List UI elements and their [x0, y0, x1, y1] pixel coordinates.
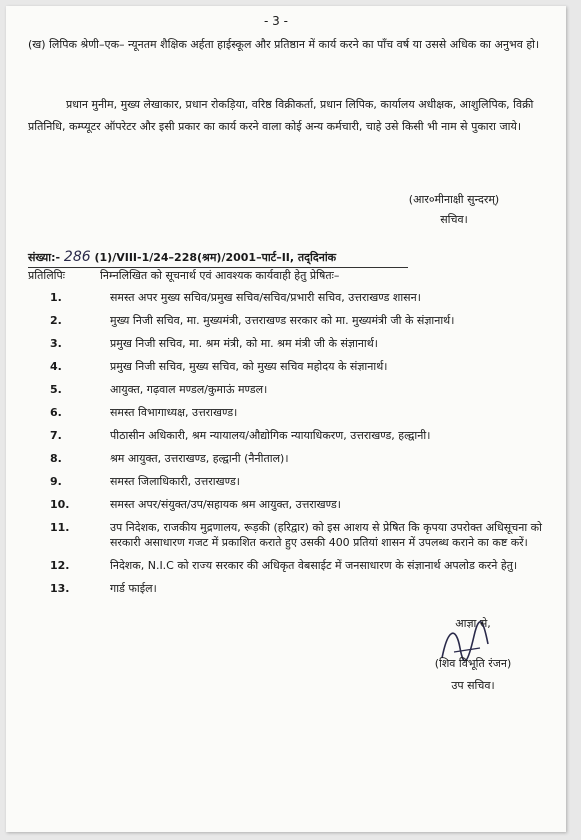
- signatory-name: (आर०मीनाक्षी सुन्दरम्): [408, 193, 500, 206]
- signature-block-secretary: [384, 190, 524, 230]
- copy-to-label: प्रतिलिपिः: [28, 269, 66, 282]
- page-number: - 3 -: [264, 14, 288, 28]
- list-item: [50, 428, 570, 443]
- item-text: समस्त अपर मुख्य सचिव/प्रमुख सचिव/सचिव/प्रभारी सचिव, उत्तराखण्ड शासन।: [110, 291, 421, 304]
- list-item: [50, 313, 570, 328]
- item-text: समस्त जिलाधिकारी, उत्तराखण्ड।: [110, 475, 240, 488]
- item-number: 9.: [50, 475, 62, 488]
- item-number: 6.: [50, 406, 62, 419]
- item-text: मुख्य निजी सचिव, मा. मुख्यमंत्री, उत्तराखण्ड सरकार को मा. मुख्यमंत्री जी के संज्ञानार्थ।: [110, 314, 455, 327]
- item-text: प्रमुख निजी सचिव, मुख्य सचिव, को मुख्य सचिव महोदय के संज्ञानार्थ।: [110, 360, 388, 373]
- item-text: प्रमुख निजी सचिव, मा. श्रम मंत्री, को मा. श्रम मंत्री जी के संज्ञानार्थ।: [110, 337, 378, 350]
- signatory-order: आज्ञा से,: [455, 617, 491, 630]
- reference-label: संख्या:-: [28, 251, 61, 264]
- item-text: पीठासीन अधिकारी, श्रम न्यायालय/औद्योगिक न्यायाधिकरण, उत्तराखण्ड, हल्द्वानी।: [110, 429, 431, 442]
- item-number: 7.: [50, 429, 62, 442]
- document-page: [6, 6, 566, 832]
- paragraph-clerk-grade: (ख) लिपिक श्रेणी–एक– न्यूनतम शैक्षिक अर्हता हाईस्कूल और प्रतिष्ठान में कार्य करने का पाँच वर्ष या उससे अधिक का अनुभव हो।: [28, 38, 540, 51]
- list-item: [50, 497, 570, 512]
- list-item: [50, 520, 570, 550]
- item-number: 10.: [50, 498, 70, 511]
- list-item: [50, 336, 570, 351]
- list-item: [50, 382, 570, 397]
- list-item: [50, 405, 570, 420]
- item-number: 13.: [50, 582, 70, 595]
- item-number: 12.: [50, 559, 70, 572]
- item-text: गार्ड फाईल।: [110, 582, 157, 595]
- signatory-designation: उप सचिव।: [451, 679, 495, 692]
- item-number: 4.: [50, 360, 62, 373]
- item-text: उप निदेशक, राजकीय मुद्रणालय, रूड़की (हरिद्वार) को इस आशय से प्रेषित कि कृपया उपरोक्त अधिसूचना को सरकारी असाधारण गजट में प्रकाशित कराते हुए उसकी 400 प्रतियां शासन में उपलब्ध कराने का कष्ट करें।: [110, 521, 542, 549]
- item-number: 3.: [50, 337, 62, 350]
- signatory-designation: सचिव।: [440, 213, 468, 226]
- handwritten-number: 286: [63, 249, 91, 265]
- item-number: 8.: [50, 452, 62, 465]
- distribution-list: [50, 290, 570, 604]
- signature-block-deputy-secretary: [418, 613, 528, 697]
- item-text: निदेशक, N.I.C को राज्य सरकार की अधिकृत वेबसाईट में जनसाधारण के संज्ञानार्थ अपलोड करने हेतु।: [110, 559, 518, 572]
- item-text: आयुक्त, गढ़वाल मण्डल/कुमाऊं मण्डल।: [110, 383, 268, 396]
- list-item: [50, 359, 570, 374]
- reference-text: (1)/VIII-1/24–228(श्रम)/2001–पार्ट–II, तद्‌दिनांक: [94, 251, 337, 264]
- list-item: [50, 290, 570, 305]
- copy-to-intro: निम्नलिखित को सूचनार्थ एवं आवश्यक कार्यवाही हेतु प्रेषितः–: [100, 269, 340, 282]
- list-item: [50, 581, 570, 596]
- item-text: समस्त अपर/संयुक्त/उप/सहायक श्रम आयुक्त, उत्तराखण्ड।: [110, 498, 341, 511]
- reference-number: [28, 249, 336, 265]
- signatory-name: (शिव विभूति रंजन): [434, 657, 512, 670]
- item-text: श्रम आयुक्त, उत्तराखण्ड, हल्द्वानी (नैनीताल)।: [110, 452, 289, 465]
- paragraph-designations: प्रधान मुनीम, मुख्य लेखाकार, प्रधान रोकड़िया, वरिष्ठ विक्रीकर्ता, प्रधान लिपिक, कार्यालय अधीक्षक, आशुलिपिक, विक्री प्रतिनिधि, कम्प्यूटर ऑपरेटर और इसी प्रकार का कार्य करने वाला कोई अन्य कर्मचारी, चाहे उसे किसी भी नाम से पुकारा जाये।: [28, 98, 534, 133]
- item-number: 5.: [50, 383, 62, 396]
- item-number: 11.: [50, 521, 70, 534]
- item-text: समस्त विभागाध्यक्ष, उत्तराखण्ड।: [110, 406, 238, 419]
- list-item: [50, 558, 570, 573]
- item-number: 2.: [50, 314, 62, 327]
- signature-gap: [418, 635, 528, 653]
- list-item: [50, 474, 570, 489]
- list-item: [50, 451, 570, 466]
- item-number: 1.: [50, 291, 62, 304]
